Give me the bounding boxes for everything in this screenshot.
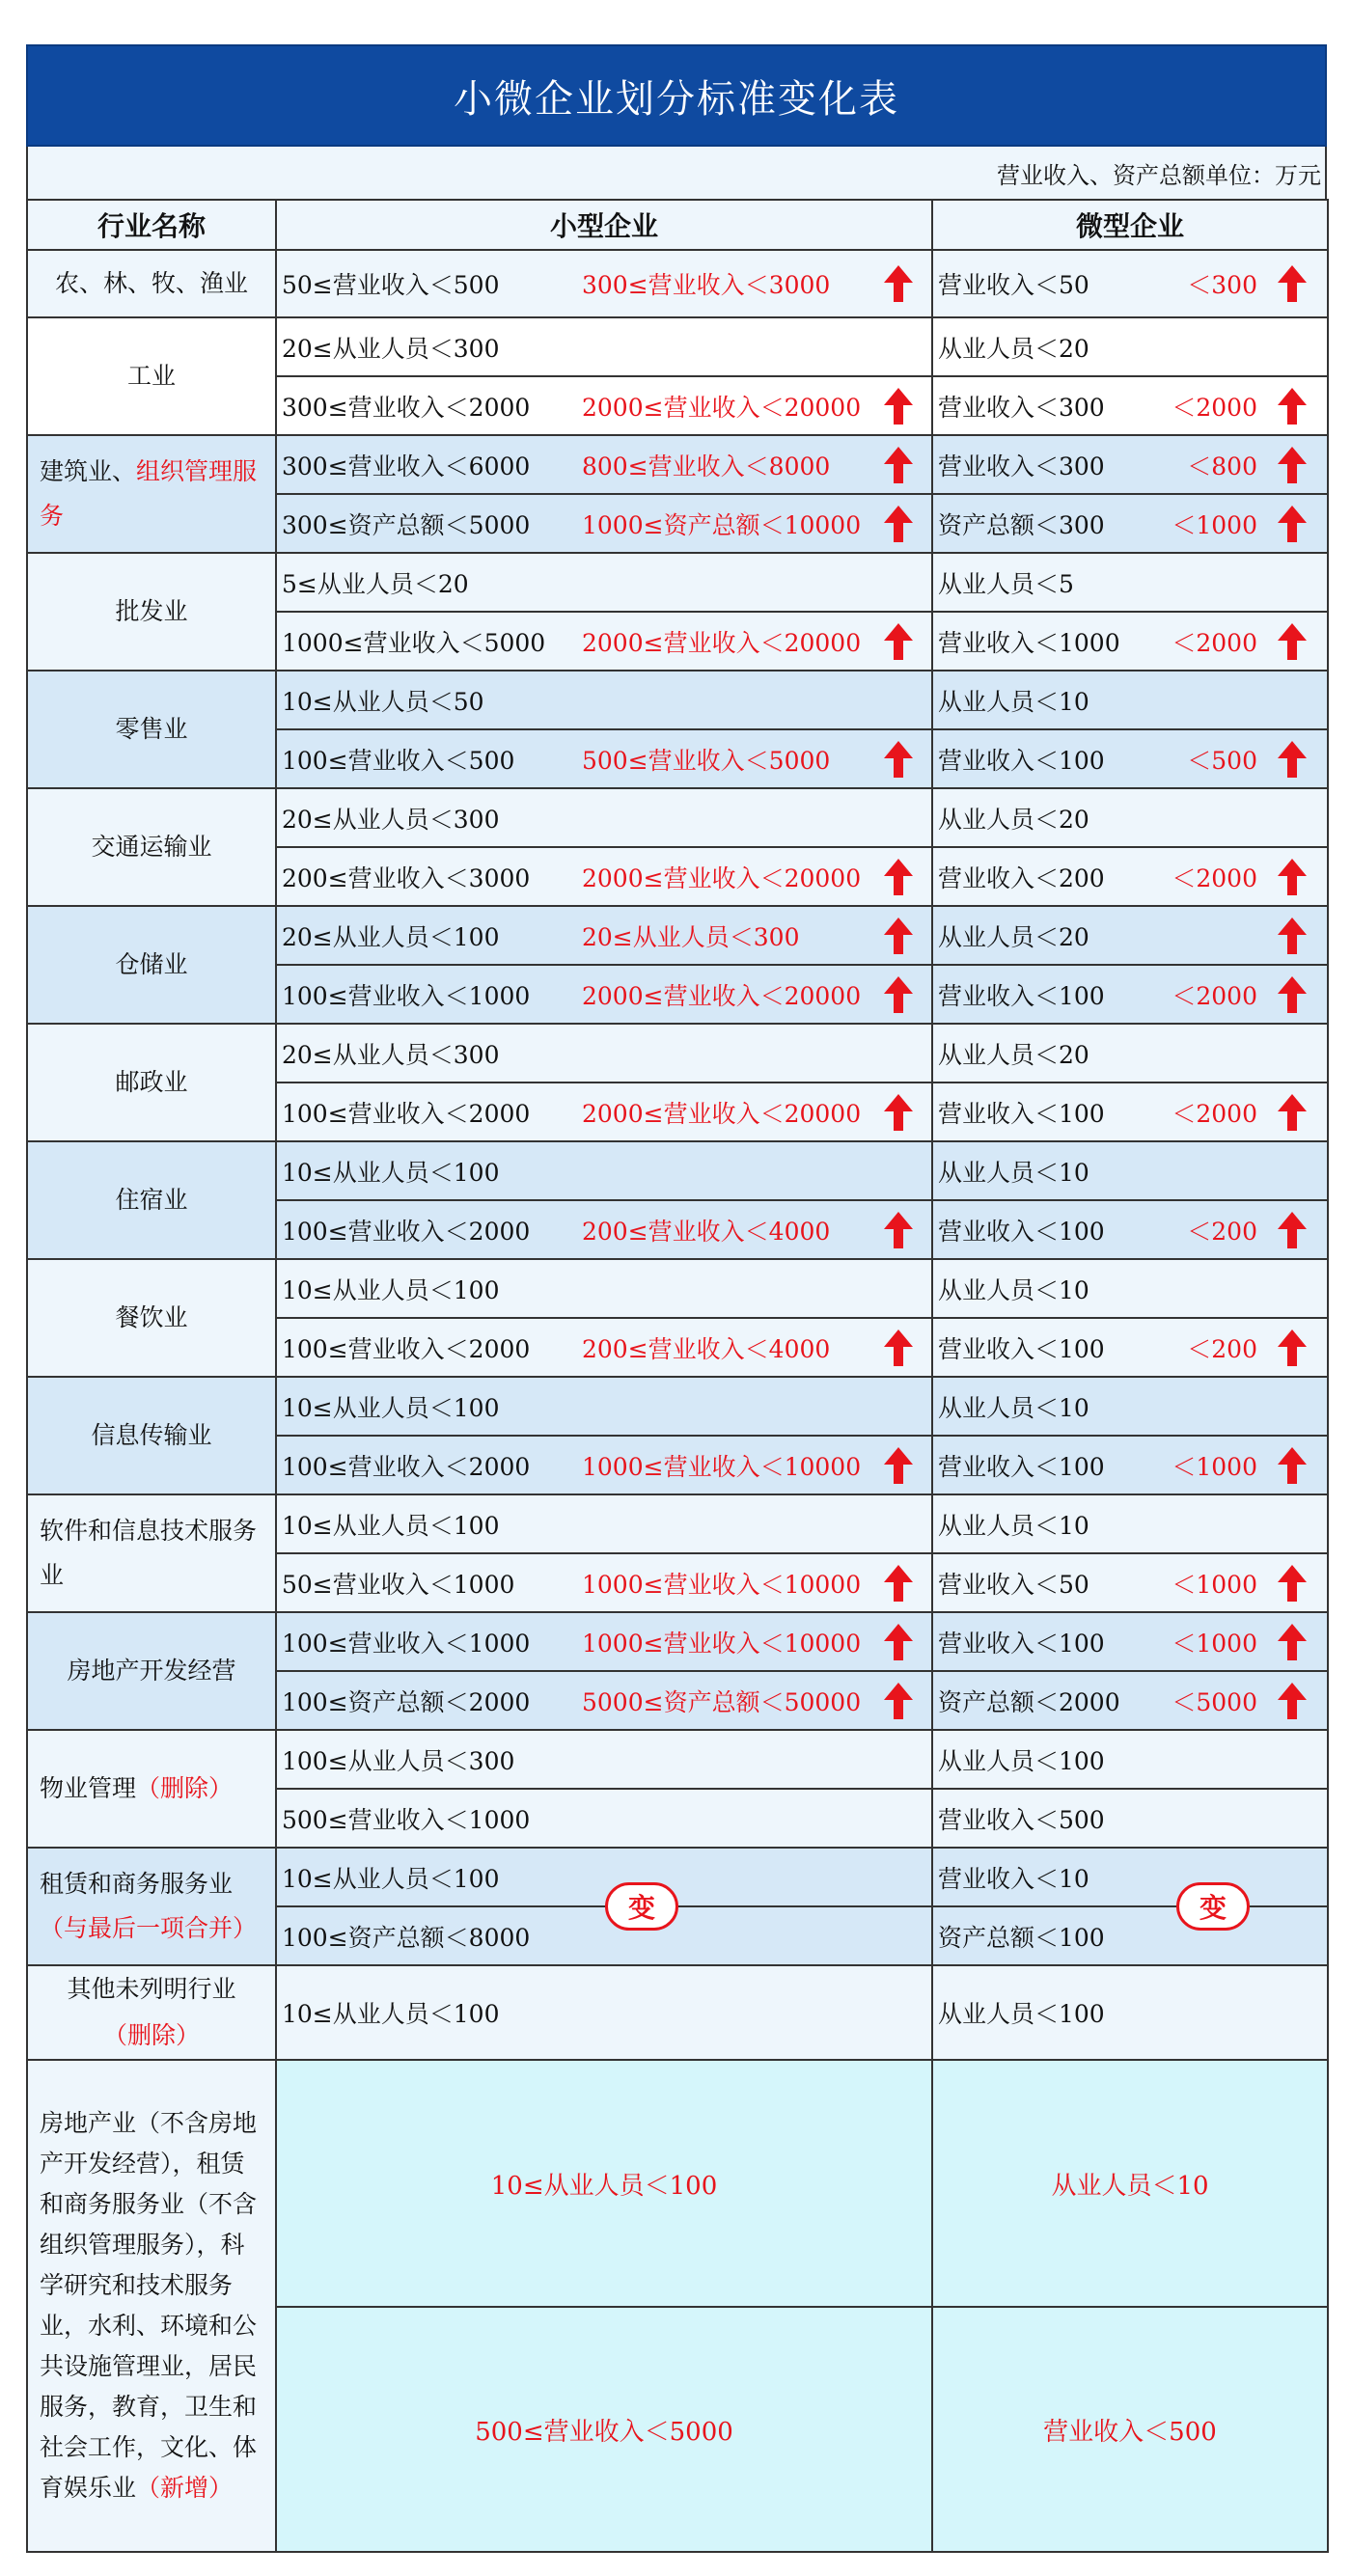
micro-criteria: 营业收入＜10 [932,1848,1328,1906]
new-value: 2000≤营业收入＜20000 [582,1099,862,1128]
new-value: 1000≤营业收入＜10000 [582,1570,862,1599]
micro-criteria: 资产总额＜300 ＜1000 [932,494,1328,553]
new-value: 1000≤营业收入＜10000 [582,1629,862,1658]
micro-criteria: 营业收入＜100 ＜1000 [932,1612,1328,1671]
up-arrow-icon [1277,505,1308,543]
up-arrow-icon [883,1623,914,1661]
small-criteria: 100≤营业收入＜2000 200≤营业收入＜4000 [276,1318,932,1377]
micro-criteria: 营业收入＜100 ＜200 [932,1200,1328,1259]
small-criteria: 100≤从业人员＜300 [276,1730,932,1789]
small-criteria: 10≤从业人员＜100 [276,1377,932,1436]
industry-name: 批发业 [27,553,276,671]
up-arrow-icon [1277,622,1308,661]
change-badge: 变 [605,1882,678,1931]
up-arrow-icon [883,1093,914,1132]
industry-name: 零售业 [27,671,276,788]
table-row [27,2060,1328,2307]
small-criteria: 20≤从业人员＜300 [276,1024,932,1082]
new-value: ＜1000 [1172,510,1257,539]
new-value: 2000≤营业收入＜20000 [582,981,862,1010]
small-criteria: 10≤从业人员＜50 [276,671,932,729]
new-value: 2000≤营业收入＜20000 [582,393,862,422]
up-arrow-icon [1277,1682,1308,1720]
up-arrow-icon [883,858,914,896]
small-criteria: 10≤从业人员＜100 [276,1848,932,1906]
header-micro: 微型企业 [932,200,1328,250]
new-value: 1000≤营业收入＜10000 [582,1452,862,1481]
up-arrow-icon [1277,975,1308,1014]
new-value: 5000≤资产总额＜50000 [582,1687,862,1716]
industry-name: 餐饮业 [27,1259,276,1377]
new-value: 800≤营业收入＜8000 [582,452,831,480]
industry-name: 软件和信息技术服务业 [27,1494,276,1612]
new-value: 200≤营业收入＜4000 [582,1334,831,1363]
up-arrow-icon [883,387,914,425]
industry-name: 物业管理（删除） [27,1730,276,1848]
new-value: ＜2000 [1172,393,1257,422]
up-arrow-icon [1277,387,1308,425]
up-arrow-icon [1277,1446,1308,1485]
up-arrow-icon [883,1564,914,1603]
micro-criteria: 营业收入＜200 ＜2000 [932,847,1328,906]
header-row [27,200,1328,250]
small-criteria: 100≤营业收入＜2000 2000≤营业收入＜20000 [276,1082,932,1141]
small-criteria: 300≤营业收入＜2000 2000≤营业收入＜20000 [276,376,932,435]
new-value: ＜1000 [1172,1629,1257,1658]
small-criteria: 50≤营业收入＜1000 1000≤营业收入＜10000 [276,1553,932,1612]
micro-criteria: 营业收入＜500 [932,2307,1328,2552]
up-arrow-icon [1277,1564,1308,1603]
micro-criteria: 营业收入＜500 [932,1789,1328,1848]
micro-criteria: 从业人员＜20 [932,788,1328,847]
table-row [27,1494,1328,1553]
up-arrow-icon [1277,740,1308,779]
small-criteria: 1000≤营业收入＜5000 2000≤营业收入＜20000 [276,612,932,671]
micro-criteria: 营业收入＜100 ＜500 [932,729,1328,788]
micro-criteria: 从业人员＜10 [932,2060,1328,2307]
up-arrow-icon [883,917,914,955]
industry-name: 农、林、牧、渔业 [27,250,276,317]
micro-criteria: 营业收入＜100 ＜2000 [932,1082,1328,1141]
micro-criteria: 从业人员＜100 [932,1730,1328,1789]
small-criteria: 10≤从业人员＜100 [276,2060,932,2307]
new-value: ＜300 [1187,271,1257,299]
micro-criteria: 营业收入＜1000 ＜2000 [932,612,1328,671]
industry-name: 房地产开发经营 [27,1612,276,1730]
up-arrow-icon [883,622,914,661]
new-value: 1000≤资产总额＜10000 [582,510,862,539]
table-row [27,1965,1328,2060]
micro-criteria: 资产总额＜100 [932,1906,1328,1965]
change-badge: 变 [1176,1882,1250,1931]
table-row [27,1259,1328,1318]
micro-criteria: 从业人员＜20 [932,1024,1328,1082]
small-criteria: 10≤从业人员＜100 [276,1141,932,1200]
small-criteria: 200≤营业收入＜3000 2000≤营业收入＜20000 [276,847,932,906]
industry-name: 房地产业（不含房地产开发经营），租赁和商务服务业（不含组织管理服务），科学研究和技术服务业，水利、环境和公共设施管理业，居民服务，教育，卫生和社会工作，文化、体育娱乐业（新增） [27,2060,276,2552]
new-value: ＜200 [1187,1217,1257,1246]
new-value: ＜2000 [1172,628,1257,657]
industry-name: 信息传输业 [27,1377,276,1494]
micro-criteria: 营业收入＜300 ＜800 [932,435,1328,494]
small-criteria: 100≤资产总额＜8000 [276,1906,932,1965]
micro-criteria: 从业人员＜100 [932,1965,1328,2060]
small-criteria: 20≤从业人员＜300 [276,788,932,847]
table-row [27,1141,1328,1200]
industry-name: 其他未列明行业 （删除） [27,1965,276,2060]
table-row [27,788,1328,847]
new-value: ＜1000 [1172,1452,1257,1481]
table-row [27,1377,1328,1436]
small-criteria: 5≤从业人员＜20 [276,553,932,612]
new-value: 2000≤营业收入＜20000 [582,863,862,892]
up-arrow-icon [1277,1211,1308,1249]
small-criteria: 20≤从业人员＜300 [276,317,932,376]
industry-name: 邮政业 [27,1024,276,1141]
new-value: 20≤从业人员＜300 [582,922,800,951]
new-value: ＜500 [1187,746,1257,775]
micro-criteria: 从业人员＜5 [932,553,1328,612]
small-criteria: 100≤资产总额＜2000 5000≤资产总额＜50000 [276,1671,932,1730]
new-value: ＜800 [1187,452,1257,480]
up-arrow-icon [1277,1623,1308,1661]
new-value: ＜5000 [1172,1687,1257,1716]
new-value: ＜2000 [1172,1099,1257,1128]
table-row [27,435,1328,494]
industry-name: 住宿业 [27,1141,276,1259]
up-arrow-icon [883,446,914,484]
small-criteria: 300≤资产总额＜5000 1000≤资产总额＜10000 [276,494,932,553]
small-criteria: 100≤营业收入＜500 500≤营业收入＜5000 [276,729,932,788]
up-arrow-icon [883,264,914,303]
up-arrow-icon [1277,917,1308,955]
up-arrow-icon [1277,446,1308,484]
industry-name: 建筑业、组织管理服务 [27,435,276,553]
up-arrow-icon [883,740,914,779]
table-row [27,1612,1328,1671]
unit-note: 营业收入、资产总额单位：万元 [26,147,1327,199]
micro-criteria: 从业人员＜10 [932,1494,1328,1553]
header-industry: 行业名称 [27,200,276,250]
table-row [27,906,1328,965]
up-arrow-icon [1277,1093,1308,1132]
micro-criteria: 营业收入＜100 ＜1000 [932,1436,1328,1494]
small-criteria: 100≤营业收入＜2000 1000≤营业收入＜10000 [276,1436,932,1494]
page-title: 小微企业划分标准变化表 [26,44,1327,147]
micro-criteria: 营业收入＜50 ＜1000 [932,1553,1328,1612]
new-value: ＜2000 [1172,863,1257,892]
small-criteria: 10≤从业人员＜100 [276,1259,932,1318]
micro-criteria: 从业人员＜10 [932,671,1328,729]
classification-table [26,199,1329,2553]
micro-criteria: 营业收入＜100 ＜200 [932,1318,1328,1377]
up-arrow-icon [883,975,914,1014]
micro-criteria: 从业人员＜20 [932,317,1328,376]
small-criteria: 10≤从业人员＜100 [276,1494,932,1553]
small-criteria: 500≤营业收入＜1000 [276,1789,932,1848]
small-criteria: 500≤营业收入＜5000 [276,2307,932,2552]
up-arrow-icon [883,1211,914,1249]
micro-criteria: 从业人员＜10 [932,1377,1328,1436]
up-arrow-icon [1277,1329,1308,1367]
new-value: 200≤营业收入＜4000 [582,1217,831,1246]
table-row [27,553,1328,612]
industry-name: 租赁和商务服务业 （与最后一项合并） [27,1848,276,1965]
industry-name: 仓储业 [27,906,276,1024]
small-criteria: 50≤营业收入＜500 300≤营业收入＜3000 [276,250,932,317]
header-small: 小型企业 [276,200,932,250]
new-value: 500≤营业收入＜5000 [582,746,831,775]
up-arrow-icon [883,1682,914,1720]
small-criteria: 100≤营业收入＜1000 1000≤营业收入＜10000 [276,1612,932,1671]
table-row [27,250,1328,317]
industry-name: 交通运输业 [27,788,276,906]
up-arrow-icon [883,505,914,543]
new-value: ＜2000 [1172,981,1257,1010]
new-value: ＜1000 [1172,1570,1257,1599]
micro-criteria: 从业人员＜10 [932,1259,1328,1318]
up-arrow-icon [883,1329,914,1367]
new-value: ＜200 [1187,1334,1257,1363]
new-value: 2000≤营业收入＜20000 [582,628,862,657]
micro-criteria: 营业收入＜50 ＜300 [932,250,1328,317]
micro-criteria: 资产总额＜2000 ＜5000 [932,1671,1328,1730]
micro-criteria: 营业收入＜300 ＜2000 [932,376,1328,435]
table-row [27,671,1328,729]
small-criteria: 10≤从业人员＜100 [276,1965,932,2060]
industry-name: 工业 [27,317,276,435]
micro-criteria: 从业人员＜10 [932,1141,1328,1200]
small-criteria: 20≤从业人员＜100 20≤从业人员＜300 [276,906,932,965]
table-row [27,1024,1328,1082]
new-value: 300≤营业收入＜3000 [582,271,831,299]
table-row [27,1848,1328,1906]
micro-criteria: 从业人员＜20 [932,906,1328,965]
up-arrow-icon [1277,264,1308,303]
up-arrow-icon [1277,858,1308,896]
micro-criteria: 营业收入＜100 ＜2000 [932,965,1328,1024]
table-row [27,1730,1328,1789]
small-criteria: 100≤营业收入＜2000 200≤营业收入＜4000 [276,1200,932,1259]
small-criteria: 300≤营业收入＜6000 800≤营业收入＜8000 [276,435,932,494]
table-row [27,317,1328,376]
up-arrow-icon [883,1446,914,1485]
small-criteria: 100≤营业收入＜1000 2000≤营业收入＜20000 [276,965,932,1024]
